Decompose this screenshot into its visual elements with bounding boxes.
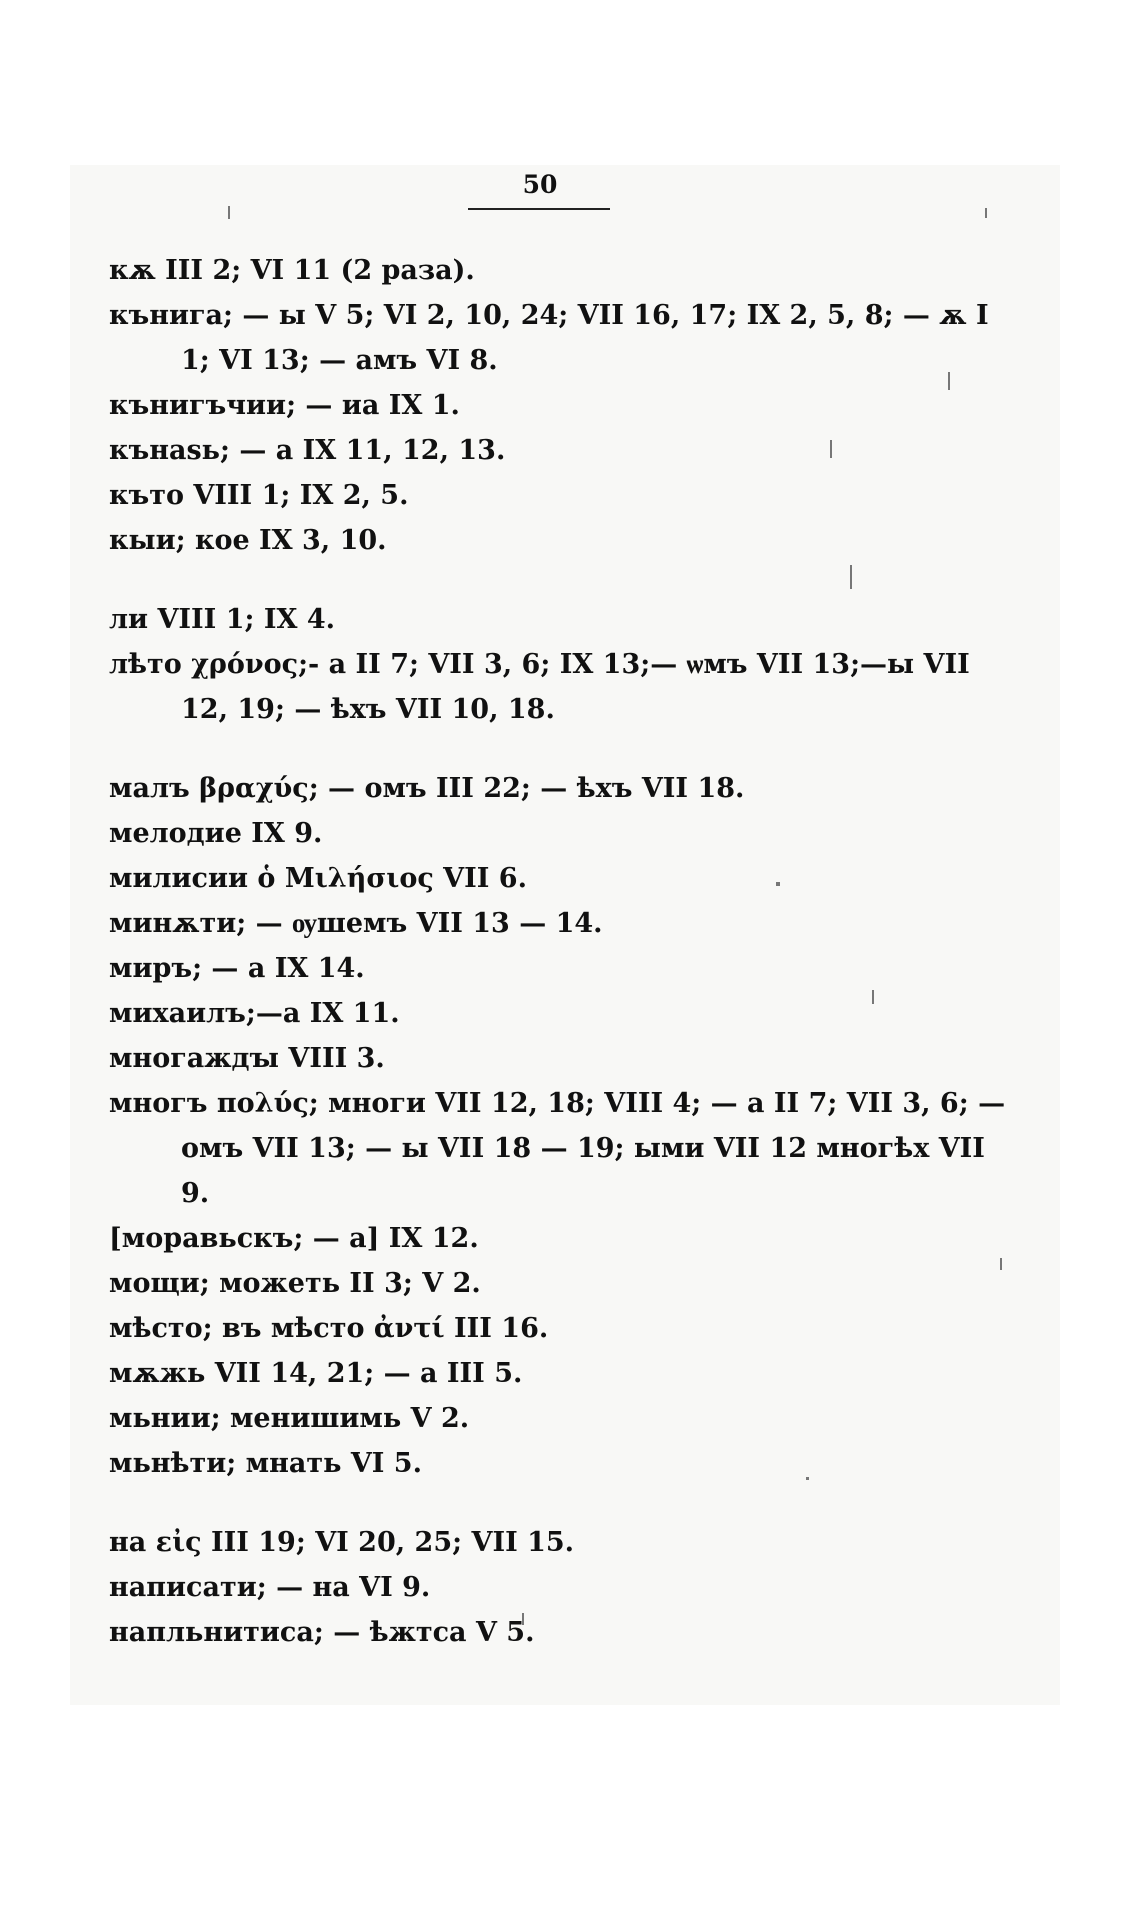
list-item: [моравьскъ; — а] IX 12. [109, 1223, 479, 1254]
list-item: кѫ III 2; VI 11 (2 раза). [109, 255, 475, 286]
list-item: минѫти; — ѹшемъ VII 13 — 14. [109, 908, 603, 939]
list-item: мьнии; менишимь V 2. [109, 1403, 470, 1434]
list-item: мѫжь VII 14, 21; — а III 5. [109, 1358, 523, 1389]
page-number: 50 [522, 170, 558, 199]
dictionary-entries [109, 248, 1009, 1655]
list-item: лѣто χρόνος;- а II 7; VII 3, 6; IX 13;— ѡмъ VII 13;—ы VII 12, 19; — ѣхъ VII 10, 18. [109, 649, 970, 725]
list-item: на εἰς III 19; VI 20, 25; VII 15. [109, 1527, 575, 1558]
page-number-rule [468, 208, 610, 210]
list-item: кыи; кое IX 3, 10. [109, 525, 387, 556]
list-item: къто VIII 1; IX 2, 5. [109, 480, 409, 511]
list-item: мьнѣти; мнать VI 5. [109, 1448, 422, 1479]
list-item: мелодие IX 9. [109, 818, 323, 849]
list-item: мѣсто; въ мѣсто ἀντί III 16. [109, 1313, 549, 1344]
scan-speck [985, 208, 987, 218]
list-item: мощи; можеть II 3; V 2. [109, 1268, 481, 1299]
list-item: малъ βραχύς; — омъ III 22; — ѣхъ VII 18. [109, 773, 745, 804]
list-item: миръ; — а IX 14. [109, 953, 365, 984]
list-item: кънига; — ы V 5; VI 2, 10, 24; VII 16, 17; IX 2, 5, 8; — ѫ I 1; VI 13; — амъ VI 8. [109, 300, 989, 376]
list-item: милисии ὁ Μιλήσιος VII 6. [109, 863, 527, 894]
list-item: написати; — на VI 9. [109, 1572, 431, 1603]
list-item: многъ πολύς; многи VII 12, 18; VIII 4; — а II 7; VII 3, 6; — омъ VII 13; — ы VII 18 — 19; ыми VII 12 многѣх VII 9. [109, 1088, 1006, 1209]
list-item: кънигъчии; — иа IX 1. [109, 390, 460, 421]
list-item: михаилъ;—а IX 11. [109, 998, 400, 1029]
list-item: ли VIII 1; IX 4. [109, 604, 336, 635]
list-item: многаждꙑ VIII 3. [109, 1043, 385, 1074]
list-item: кънаѕь; — а IX 11, 12, 13. [109, 435, 506, 466]
list-item: напльнитиса; — ѣжтса V 5. [109, 1617, 535, 1648]
scan-speck [228, 206, 230, 219]
